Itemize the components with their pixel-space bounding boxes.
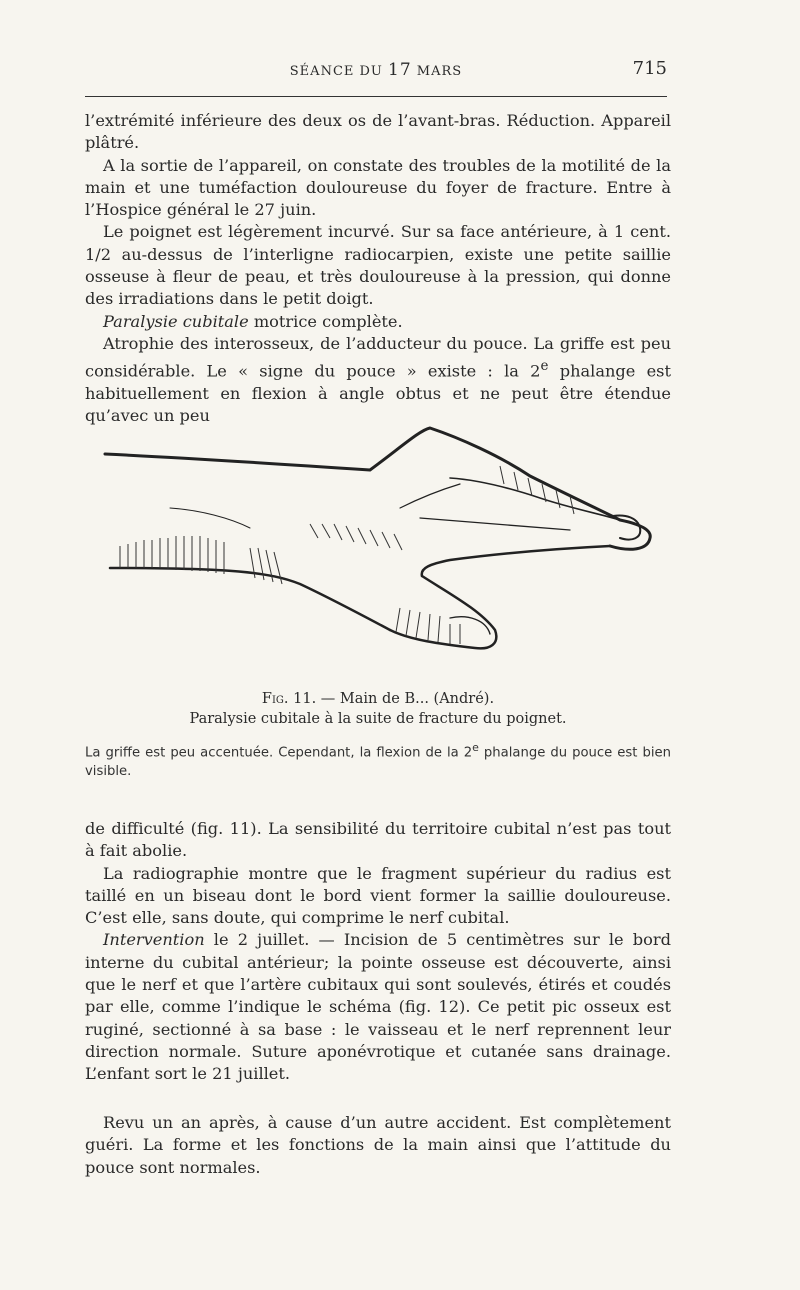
running-head-month: MARS <box>411 64 463 79</box>
running-head <box>85 60 667 80</box>
hand-illustration <box>100 418 660 670</box>
figure-legend <box>85 738 671 781</box>
running-head-text: SÉANCE DU <box>289 64 389 79</box>
paragraph: Revu un an après, à cause d’un autre accident. Est complètement guéri. La forme et les fonctions de la main ainsi que l’attitude du pouce sont normales. <box>85 1113 671 1177</box>
legend-text: La griffe est peu accentuée. Cependant, la flexion de la 2 <box>85 745 473 761</box>
superscript: e <box>540 358 549 375</box>
paragraph: de difficulté (fig. 11). La sensibilité du territoire cubital n’est pas tout à fait abolie. <box>85 819 671 861</box>
paragraph: La radiographie montre que le fragment supérieur du radius est taillé en un biseau dont le bord vient former la saillie douloureuse. C’est elle, sans doute, qui comprime le nerf cubital. <box>85 863 671 928</box>
bottom-text-block <box>85 818 671 1086</box>
caption-title: — Main de B... (André). <box>316 691 495 707</box>
paragraph-text: motrice complète. <box>248 311 403 331</box>
paragraph <box>85 333 671 428</box>
page-number: 715 <box>632 58 667 79</box>
paragraph: A la sortie de l’appareil, on constate des troubles de la motilité de la main et une tuméfaction douloureuse du foyer de fracture. Entre à l’Hospice général le 27 juin. <box>85 155 671 220</box>
figure-label: Fig. 11. <box>261 691 317 707</box>
italic-term: Intervention <box>103 930 205 950</box>
hand-drawing <box>100 418 660 670</box>
caption-line <box>85 689 671 709</box>
paragraph-text: phalange est habituellement en flexion à angle obtus et ne peut être étendue qu’avec un peu <box>85 361 671 426</box>
legend-text: phalange du pouce est bien visible. <box>85 745 671 780</box>
superscript: e <box>472 741 479 754</box>
running-head-day: 17 <box>388 60 412 80</box>
caption-line: Paralysie cubitale à la suite de fracture du poignet. <box>189 711 567 727</box>
final-text-block <box>85 1112 671 1179</box>
paragraph <box>85 311 671 333</box>
header-rule <box>85 96 667 97</box>
paragraph: l’extrémité inférieure des deux os de l’avant-bras. Réduction. Appareil plâtré. <box>85 111 671 153</box>
top-text-block <box>85 110 671 428</box>
paragraph-text: le 2 juillet. — Incision de 5 centimètres sur le bord interne du cubital antérieur; la pointe osseuse est découverte, ainsi que le nerf et que l’artère cubitaux qui sont soulevés, étirés et coudés par elle, comme l’indique le schéma (fig. 12). Ce petit pic osseux est ruginé, sectionné à sa base : le vaisseau et le nerf reprennent leur direction normale. Suture aponévrotique et cutanée sans drainage. L’enfant sort le 21 juillet. <box>85 930 671 1084</box>
paragraph-text: Atrophie des interosseux, de l’adducteur du pouce. La griffe est peu considérable. Le « signe du pouce » existe : la 2 <box>85 333 671 381</box>
paragraph <box>85 929 671 1085</box>
paragraph: Le poignet est légèrement incurvé. Sur sa face antérieure, à 1 cent. 1/2 au-dessus de l’interligne radiocarpien, existe une petite saillie osseuse à fleur de peau, et très douloureuse à la pression, qui donne des irradiations dans le petit doigt. <box>85 222 671 309</box>
italic-term: Paralysie cubitale <box>103 311 249 331</box>
page-header <box>85 58 667 84</box>
figure-caption <box>85 689 671 729</box>
